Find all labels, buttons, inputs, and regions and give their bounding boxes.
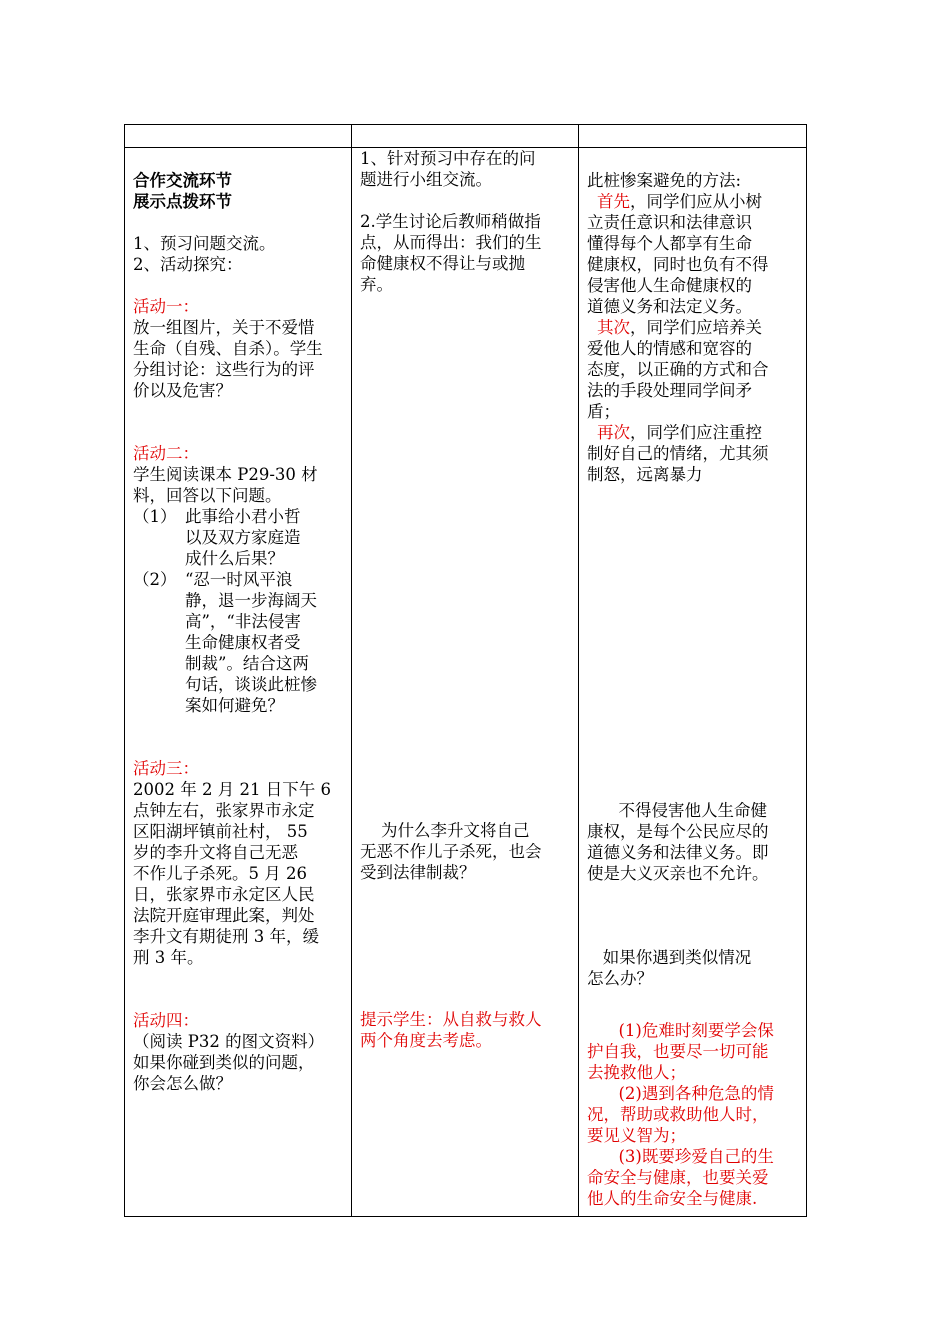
question-1-line: 成什么后果？	[185, 549, 284, 568]
question-2-line: 句话，谈谈此桩惨	[185, 675, 317, 694]
lesson-plan-table	[124, 124, 807, 1217]
header-cell-2	[352, 125, 579, 148]
activity-1-line: 生命（自残、自杀）。学生	[133, 339, 323, 358]
teacher-guidance-line: 弃。	[360, 275, 393, 294]
third-keyword: 再次	[597, 423, 630, 442]
second-line: ，同学们应培养关	[630, 318, 762, 337]
question-2-line: 制裁”。结合这两	[185, 654, 309, 673]
first-line: 侵害他人生命健康权的	[587, 276, 752, 295]
question-2-line: 案如何避免？	[185, 696, 284, 715]
third-line: 制好自己的情绪，尤其须	[587, 444, 769, 463]
answer-1-line: (1)危难时刻要学会保	[587, 1021, 774, 1040]
hint-line: 提示学生：从自救与救人	[360, 1010, 542, 1029]
activity-3-line: 区阳湖坪镇前社村， 55	[133, 822, 308, 841]
second-keyword: 其次	[597, 318, 630, 337]
first-keyword: 首先	[597, 192, 630, 211]
first-line: ，同学们应从小树	[630, 192, 762, 211]
activity-3-line: 点钟左右，张家界市永定	[133, 801, 315, 820]
answer-3-line: 他人的生命安全与健康.	[587, 1189, 758, 1208]
teacher-guidance-line: 点，从而得出：我们的生	[360, 233, 542, 252]
group-discussion-line: 题进行小组交流。	[360, 170, 492, 189]
activity-1-line: 价以及危害？	[133, 381, 232, 400]
hint-line: 两个角度去考虑。	[360, 1031, 492, 1050]
first-line: 健康权，同时也负有不得	[587, 255, 769, 274]
table-header-row	[125, 125, 807, 148]
second-line: 盾；	[587, 402, 620, 421]
activities-column	[125, 148, 352, 1217]
header-cell-3	[579, 125, 807, 148]
answer-3-line: (3)既要珍爱自己的生	[587, 1147, 774, 1166]
question-1-line: 此事给小君小哲	[185, 507, 301, 526]
third-line: ，同学们应注重控	[630, 423, 762, 442]
situation-question-line: 如果你遇到类似情况	[587, 948, 752, 967]
heading-presentation: 展示点拨环节	[133, 192, 232, 211]
activity-4-title: 活动四：	[133, 1011, 199, 1030]
activity-4-line: （阅读 P32 的图文资料）	[133, 1032, 325, 1051]
teacher-guidance-line: 2.学生讨论后教师稍做指	[360, 212, 541, 231]
activity-3-line: 不作儿子杀死。5 月 26	[133, 864, 307, 883]
activity-3-line: 刑 3 年。	[133, 948, 204, 967]
duty-line: 康权，是每个公民应尽的	[587, 822, 769, 841]
second-line: 法的手段处理同学间矛	[587, 381, 752, 400]
activity-4-line: 如果你碰到类似的问题，	[133, 1053, 315, 1072]
duty-line: 不得侵害他人生命健	[587, 801, 767, 820]
question-2	[133, 569, 343, 716]
question-1	[133, 506, 343, 569]
activity-2-line: 料，回答以下问题。	[133, 486, 282, 505]
first-line: 立责任意识和法律意识	[587, 213, 752, 232]
second-line: 态度，以正确的方式和合	[587, 360, 769, 379]
second-line: 爱他人的情感和宽容的	[587, 339, 752, 358]
step-2: 2、活动探究：	[133, 255, 243, 274]
answer-2-line: (2)遇到各种危急的情	[587, 1084, 774, 1103]
activity-1-title: 活动一：	[133, 297, 199, 316]
heading-cooperation: 合作交流环节	[133, 171, 232, 190]
activity-1-line: 分组讨论：这些行为的评	[133, 360, 315, 379]
answer-1-line: 去挽救他人；	[587, 1063, 686, 1082]
question-2-number: （2）	[133, 570, 177, 589]
answer-1-line: 护自我，也要尽一切可能	[587, 1042, 769, 1061]
question-1-number: （1）	[133, 507, 177, 526]
avoid-methods-intro: 此桩惨案避免的方法:	[587, 171, 742, 190]
question-2-line: “忍一时风平浪	[185, 570, 293, 589]
case-question-line: 无恶不作儿子杀死，也会	[360, 842, 542, 861]
header-cell-1	[125, 125, 352, 148]
answer-2-line: 要见义智为；	[587, 1126, 686, 1145]
answer-3-line: 命安全与健康，也要关爱	[587, 1168, 769, 1187]
first-line: 懂得每个人都享有生命	[587, 234, 752, 253]
question-2-line: 高”，“非法侵害	[185, 612, 301, 631]
table-body-row	[125, 148, 807, 1217]
conclusion-column	[579, 148, 807, 1217]
activity-3-line: 2002 年 2 月 21 日下午 6	[133, 780, 331, 799]
question-1-line: 以及双方家庭造	[185, 528, 301, 547]
third-line: 制怒，远离暴力	[587, 465, 703, 484]
question-2-line: 生命健康权者受	[185, 633, 301, 652]
activity-2-title: 活动二：	[133, 444, 199, 463]
activity-2-line: 学生阅读课本 P29-30 材	[133, 465, 318, 484]
duty-line: 使是大义灭亲也不允许。	[587, 864, 769, 883]
activity-1-line: 放一组图片，关于不爱惜	[133, 318, 315, 337]
group-discussion-line: 1、针对预习中存在的问	[360, 149, 536, 168]
first-line: 道德义务和法定义务。	[587, 297, 752, 316]
teacher-guidance-line: 命健康权不得让与或抛	[360, 254, 525, 273]
step-1: 1、预习问题交流。	[133, 234, 276, 253]
activity-3-line: 日，张家界市永定区人民	[133, 885, 315, 904]
activity-3-line: 李升文有期徒刑 3 年，缓	[133, 927, 319, 946]
activity-4-line: 你会怎么做？	[133, 1074, 232, 1093]
activity-3-line: 岁的李升文将自己无恶	[133, 843, 298, 862]
answer-2-line: 况，帮助或救助他人时，	[587, 1105, 769, 1124]
case-question-line: 受到法律制裁？	[360, 863, 476, 882]
duty-line: 道德义务和法律义务。即	[587, 843, 769, 862]
question-2-line: 静，退一步海阔天	[185, 591, 317, 610]
situation-question-line: 怎么办？	[587, 969, 653, 988]
activity-3-line: 法院开庭审理此案，判处	[133, 906, 315, 925]
activity-3-title: 活动三：	[133, 759, 199, 778]
student-activity-column	[352, 148, 579, 1217]
case-question-line: 为什么李升文将自己	[360, 821, 530, 840]
